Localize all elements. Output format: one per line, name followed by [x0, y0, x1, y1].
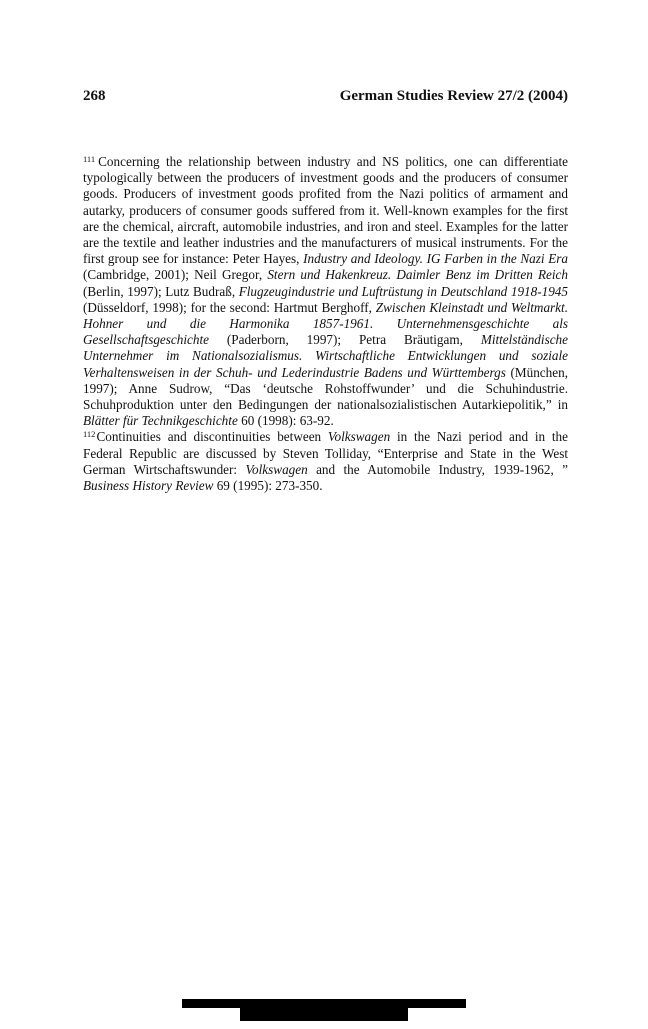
footnote-text: [83, 429, 568, 494]
journal-name: Business History Review: [83, 478, 214, 494]
footnote-text: [83, 154, 568, 429]
footnote-segment: (Cambridge, 2001); Neil Gregor,: [83, 267, 268, 283]
footnote-number: 112: [83, 429, 96, 440]
scan-bar-lower: [240, 1007, 408, 1021]
journal-name: Blätter für Technikgeschichte: [83, 413, 238, 429]
footnote-number: 111: [83, 154, 96, 164]
company-name: Volkswagen: [245, 461, 308, 477]
footnote-segment: 69 (1995): 273-350.: [213, 478, 323, 494]
company-name: Volkswagen: [327, 429, 391, 445]
footnote-112: [83, 429, 568, 494]
footnote-segment: Concerning the relationship between industry and NS politics, one can differentiate typologically between the producers of investment goods and the producers of consumer goods. Producers of investment goods profited from the Nazi politics of armament and autarky, producers of consumer goods suffered from it. Well-known examples for the first are the chemical, aircraft, automobile industries, and iron and steel. Examples for the latter are the textile and leather industries and the manufacturers of musical instruments. For the first group see for instance: Peter Hayes,: [83, 154, 568, 267]
book-title: Flugzeugindustrie und Luftrüstung in Deutschland 1918-1945: [238, 283, 568, 299]
footnote-segment: (München, 1997); Anne Sudrow, “Das ‘deutsche Rohstoffwunder’ und die Schuhindustrie. Schuhproduktion unter den Bedingungen der nationalsozialistischen Autarkiepolitik,” in: [83, 364, 568, 413]
footnote-111: [83, 154, 568, 429]
book-title: Zwischen Kleinstadt und Weltmarkt. Hohner und die Harmonika 1857-1961. Unternehmensgeschichte als Gesellschaftsgeschichte: [83, 299, 568, 348]
footnote-segment: Continuities and discontinuities between: [96, 429, 328, 445]
footnotes-section: [83, 154, 568, 494]
book-title: Industry and Ideology. IG Farben in the Nazi Era: [303, 251, 569, 267]
page-number: 268: [83, 88, 106, 104]
running-head: [83, 88, 568, 108]
footnote-segment: 60 (1998): 63-92.: [237, 413, 334, 429]
book-title: Stern und Hakenkreuz. Daimler Benz im Dritten Reich: [267, 267, 568, 283]
footnote-segment: (Berlin, 1997); Lutz Budraß,: [83, 283, 239, 299]
footnote-segment: (Düsseldorf, 1998); for the second: Hartmut Berghoff,: [83, 299, 376, 315]
footnote-segment: and the Automobile Industry, 1939-1962, ”: [307, 461, 568, 477]
journal-title: German Studies Review 27/2 (2004): [339, 88, 568, 104]
footnote-segment: (Paderborn, 1997); Petra Bräutigam,: [208, 332, 481, 348]
footnote-segment: in the Nazi period and in the Federal Republic are discussed by Steven Tolliday, “Enterprise and State in the West German Wirtschaftswunder:: [83, 429, 568, 477]
book-title: Mittelständische Unternehmer im Nationalsozialismus. Wirtschaftliche Entwicklungen und soziale Verhaltensweisen in der Schuh- und Lederindustrie Badens und Württembergs: [83, 332, 568, 380]
